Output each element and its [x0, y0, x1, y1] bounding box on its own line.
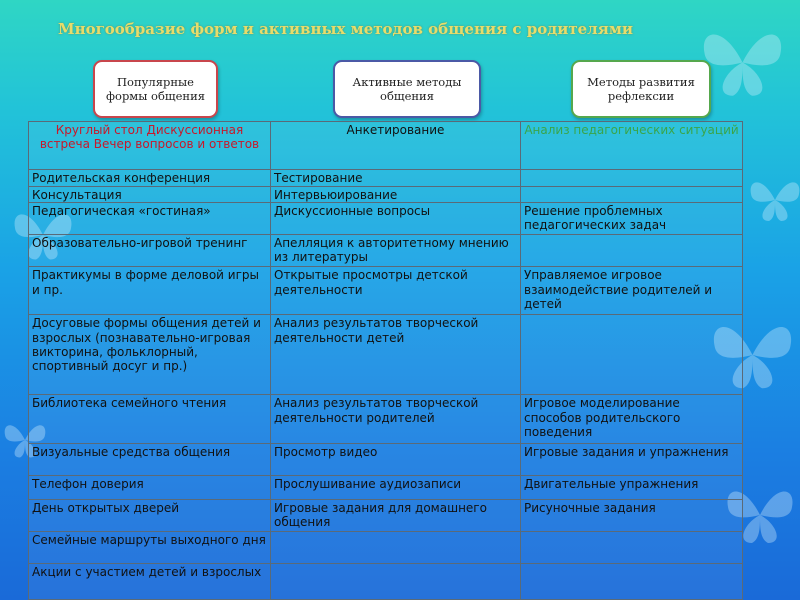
table-cell — [521, 186, 743, 202]
table-cell: Прослушивание аудиозаписи — [271, 475, 521, 499]
header-active-methods: Активные методы общения — [333, 60, 481, 118]
table-cell: Родительская конференция — [29, 170, 271, 186]
table-cell: Интервьюирование — [271, 186, 521, 202]
table-row — [29, 531, 743, 563]
table-cell: Круглый стол Дискуссионная встреча Вечер вопросов и ответов — [29, 122, 271, 170]
table-cell: Управляемое игровое взаимодействие родителей и детей — [521, 267, 743, 315]
table-cell: Анализ результатов творческой деятельности родителей — [271, 395, 521, 443]
table-cell: Дискуссионные вопросы — [271, 202, 521, 234]
table-row — [29, 122, 743, 170]
table-cell — [521, 531, 743, 563]
table-row — [29, 475, 743, 499]
table-cell — [521, 315, 743, 395]
table-cell: Визуальные средства общения — [29, 443, 271, 475]
header-reflection-methods: Методы развития рефлексии — [571, 60, 711, 118]
table-cell — [271, 531, 521, 563]
butterfly-icon — [745, 170, 800, 230]
table-row — [29, 443, 743, 475]
table-cell: Практикумы в форме деловой игры и пр. — [29, 267, 271, 315]
table-cell — [521, 235, 743, 267]
slide-title: Многообразие форм и активных методов общения с родителями — [58, 20, 633, 38]
table-cell — [521, 563, 743, 599]
table-cell: Просмотр видео — [271, 443, 521, 475]
table-cell: Рисуночные задания — [521, 499, 743, 531]
table-cell — [521, 170, 743, 186]
table-cell: Двигательные упражнения — [521, 475, 743, 499]
table-cell: Телефон доверия — [29, 475, 271, 499]
table-cell: Игровые задания для домашнего общения — [271, 499, 521, 531]
table-cell: Игровое моделирование способов родительского поведения — [521, 395, 743, 443]
table-cell: День открытых дверей — [29, 499, 271, 531]
table-cell: Консультация — [29, 186, 271, 202]
table-cell: Педагогическая «гостиная» — [29, 202, 271, 234]
table-row — [29, 499, 743, 531]
table-row — [29, 235, 743, 267]
table-row — [29, 267, 743, 315]
table-row — [29, 395, 743, 443]
table-row — [29, 315, 743, 395]
table-row — [29, 202, 743, 234]
table-row — [29, 170, 743, 186]
table-cell: Акции с участием детей и взрослых — [29, 563, 271, 599]
table-cell: Образовательно-игровой тренинг — [29, 235, 271, 267]
table-cell: Тестирование — [271, 170, 521, 186]
header-popular-forms: Популярные формы общения — [93, 60, 218, 118]
table-cell: Апелляция к авторитетному мнению из литературы — [271, 235, 521, 267]
table-cell: Библиотека семейного чтения — [29, 395, 271, 443]
table-row — [29, 563, 743, 599]
table-cell: Анализ результатов творческой деятельности детей — [271, 315, 521, 395]
table-cell: Досуговые формы общения детей и взрослых (познавательно-игровая викторина, фольклорный, спортивный досуг и пр.) — [29, 315, 271, 395]
table-cell: Открытые просмотры детской деятельности — [271, 267, 521, 315]
table-cell: Решение проблемных педагогических задач — [521, 202, 743, 234]
table-cell — [271, 563, 521, 599]
table-cell: Семейные маршруты выходного дня — [29, 531, 271, 563]
table-cell: Анализ педагогических ситуаций — [521, 122, 743, 170]
methods-table — [28, 121, 743, 600]
table-row — [29, 186, 743, 202]
table-cell: Анкетирование — [271, 122, 521, 170]
table-cell: Игровые задания и упражнения — [521, 443, 743, 475]
